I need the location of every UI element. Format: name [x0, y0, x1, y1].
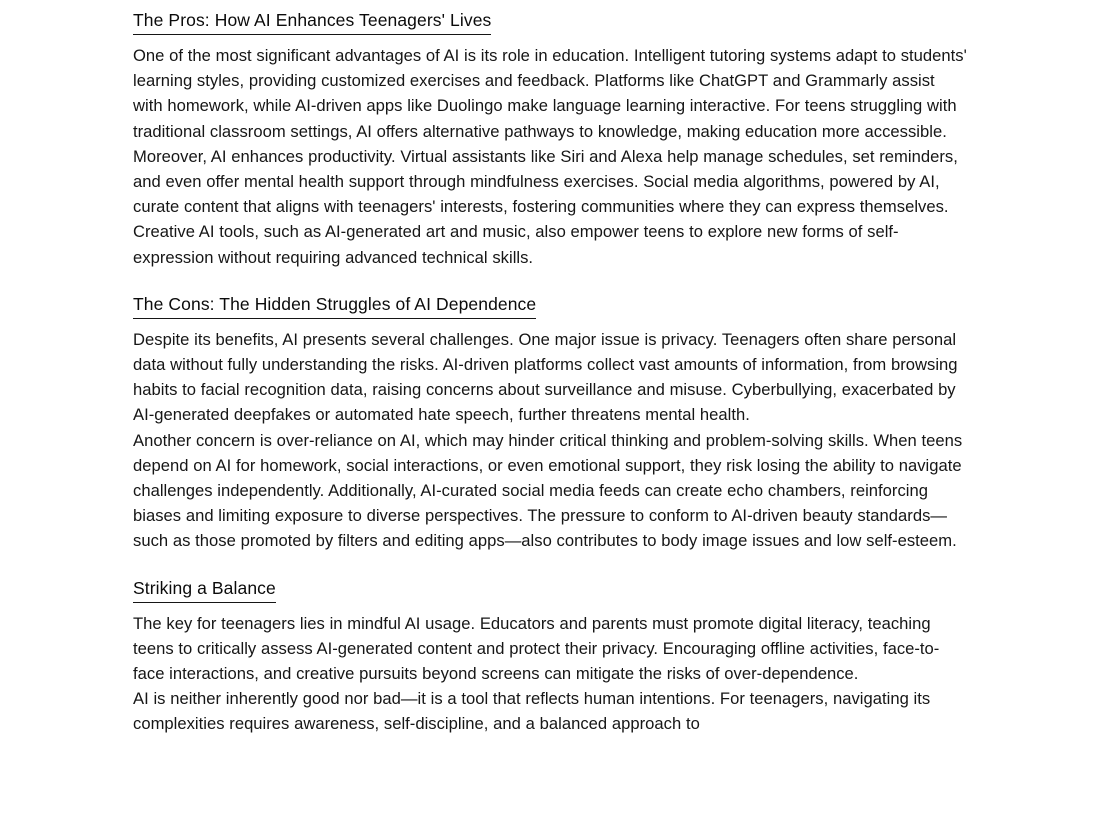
document-body	[133, 8, 968, 737]
paragraph: One of the most significant advantages of AI is its role in education. Intelligent tutoring systems adapt to students' learning styles, providing customized exercises and feedback. Platforms like ChatGPT and Grammarly assist with homework, while AI-driven apps like Duolingo make language learning interactive. For teens struggling with traditional classroom settings, AI offers alternative pathways to knowledge, making education more accessible.	[133, 46, 967, 141]
section-heading-balance: Striking a Balance	[133, 576, 276, 603]
heading-row	[133, 576, 968, 606]
paragraph: The key for teenagers lies in mindful AI usage. Educators and parents must promote digital literacy, teaching teens to critically assess AI-generated content and protect their privacy. Encouraging offline activities, face-to-face interactions, and creative pursuits beyond screens can mitigate the risks of over-dependence.	[133, 613, 940, 684]
heading-row	[133, 8, 968, 38]
section-heading-cons: The Cons: The Hidden Struggles of AI Dependence	[133, 292, 536, 319]
document-section-cons	[133, 292, 968, 554]
paragraph: Moreover, AI enhances productivity. Virtual assistants like Siri and Alexa help manage schedules, set reminders, and even offer mental health support through mindfulness exercises. Social media algorithms, powered by AI, curate content that aligns with teenagers' interests, fostering communities where they can express themselves. Creative AI tools, such as AI-generated art and music, also empower teens to explore new forms of self-expression without requiring advanced technical skills.	[133, 146, 958, 267]
document-section-balance	[133, 576, 968, 737]
document-section-pros	[133, 8, 968, 270]
section-heading-pros: The Pros: How AI Enhances Teenagers' Lives	[133, 8, 491, 35]
paragraph: Despite its benefits, AI presents several challenges. One major issue is privacy. Teenagers often share personal data without fully understanding the risks. AI-driven platforms collect vast amounts of information, from browsing habits to facial recognition data, raising concerns about surveillance and misuse. Cyberbullying, exacerbated by AI-generated deepfakes or automated hate speech, further threatens mental health.	[133, 329, 958, 425]
paragraph: AI is neither inherently good nor bad—it is a tool that reflects human intentions. For teenagers, navigating its complexities requires awareness, self-discipline, and a balanced approach to	[133, 689, 931, 734]
paragraph: Another concern is over-reliance on AI, which may hinder critical thinking and problem-solving skills. When teens depend on AI for homework, social interactions, or even emotional support, they risk losing the ability to navigate challenges independently. Additionally, AI-curated social media feeds can create echo chambers, reinforcing biases and limiting exposure to diverse perspectives. The pressure to conform to AI-driven beauty standards—such as those promoted by filters and editing apps—also contributes to body image issues and low self-esteem.	[133, 430, 963, 551]
heading-row	[133, 292, 968, 322]
